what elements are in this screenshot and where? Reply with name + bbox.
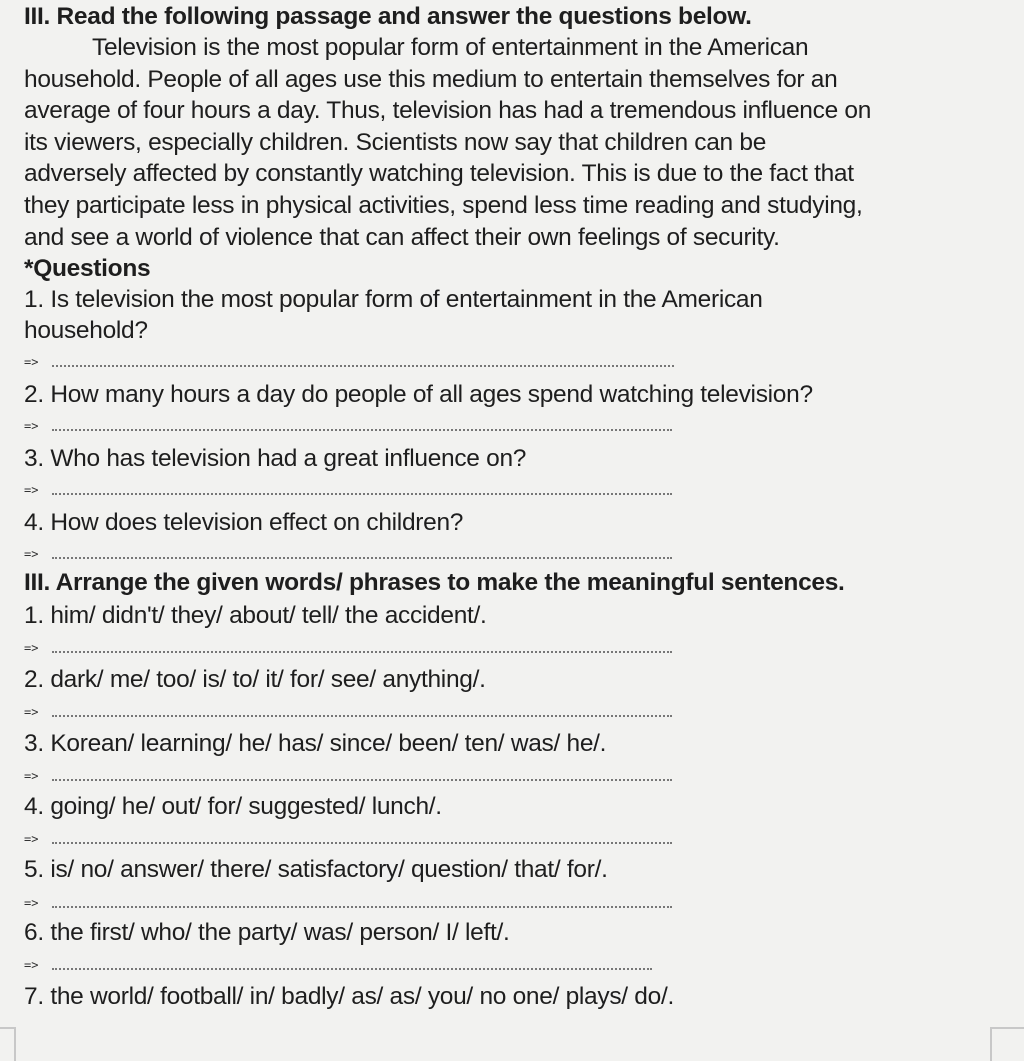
arrange-item: 1. him/ didn't/ they/ about/ tell/ the accident/. — [24, 602, 487, 629]
answer-arrow: => — [24, 641, 39, 655]
answer-dotted-line — [52, 906, 672, 908]
answer-line[interactable] — [24, 829, 654, 849]
question-text: household? — [24, 317, 148, 344]
answer-line[interactable] — [24, 893, 654, 913]
answer-dotted-line — [52, 968, 652, 970]
answer-line[interactable] — [24, 702, 654, 722]
answer-arrow: => — [24, 769, 39, 783]
answer-dotted-line — [52, 557, 672, 559]
answer-line[interactable] — [24, 955, 654, 975]
answer-arrow: => — [24, 483, 39, 497]
answer-line[interactable] — [24, 544, 654, 564]
passage-line: Television is the most popular form of entertainment in the American — [92, 34, 809, 61]
answer-dotted-line — [52, 429, 672, 431]
passage-line: average of four hours a day. Thus, television has had a tremendous influence on — [24, 97, 872, 124]
answer-arrow: => — [24, 832, 39, 846]
arrange-item: 4. going/ he/ out/ for/ suggested/ lunch/. — [24, 793, 442, 820]
question-text: 4. How does television effect on children? — [24, 509, 464, 536]
question-text: 1. Is television the most popular form of entertainment in the American — [24, 286, 763, 313]
passage-line: adversely affected by constantly watching television. This is due to the fact that — [24, 160, 854, 187]
passage-line: they participate less in physical activities, spend less time reading and studying, — [24, 192, 863, 219]
answer-arrow: => — [24, 547, 39, 561]
answer-arrow: => — [24, 958, 39, 972]
answer-line[interactable] — [24, 638, 654, 658]
page-corner-mark — [990, 1027, 1024, 1061]
arrange-item: 2. dark/ me/ too/ is/ to/ it/ for/ see/ anything/. — [24, 666, 486, 693]
question-text: 2. How many hours a day do people of all ages spend watching television? — [24, 381, 813, 408]
answer-line[interactable] — [24, 480, 654, 500]
answer-dotted-line — [52, 365, 674, 367]
passage-line: household. People of all ages use this medium to entertain themselves for an — [24, 66, 838, 93]
answer-dotted-line — [52, 493, 672, 495]
answer-line[interactable] — [24, 766, 654, 786]
answer-arrow: => — [24, 355, 39, 369]
arrange-item: 6. the first/ who/ the party/ was/ person/ I/ left/. — [24, 919, 510, 946]
arrange-item: 5. is/ no/ answer/ there/ satisfactory/ question/ that/ for/. — [24, 856, 608, 883]
answer-dotted-line — [52, 842, 672, 844]
passage-line: its viewers, especially children. Scientists now say that children can be — [24, 129, 767, 156]
arrange-section-heading: III. Arrange the given words/ phrases to make the meaningful sentences. — [24, 569, 845, 596]
question-text: 3. Who has television had a great influence on? — [24, 445, 527, 472]
answer-arrow: => — [24, 896, 39, 910]
answer-arrow: => — [24, 705, 39, 719]
answer-dotted-line — [52, 651, 672, 653]
answer-dotted-line — [52, 779, 672, 781]
questions-label: *Questions — [24, 255, 151, 282]
arrange-item: 7. the world/ football/ in/ badly/ as/ as/ you/ no one/ plays/ do/. — [24, 983, 674, 1010]
answer-arrow: => — [24, 419, 39, 433]
answer-line[interactable] — [24, 416, 654, 436]
answer-dotted-line — [52, 715, 672, 717]
passage-line: and see a world of violence that can affect their own feelings of security. — [24, 224, 780, 251]
answer-line[interactable] — [24, 352, 654, 372]
arrange-item: 3. Korean/ learning/ he/ has/ since/ been/ ten/ was/ he/. — [24, 730, 607, 757]
reading-section-heading: III. Read the following passage and answer the questions below. — [24, 3, 752, 30]
page-corner-mark — [0, 1027, 16, 1061]
